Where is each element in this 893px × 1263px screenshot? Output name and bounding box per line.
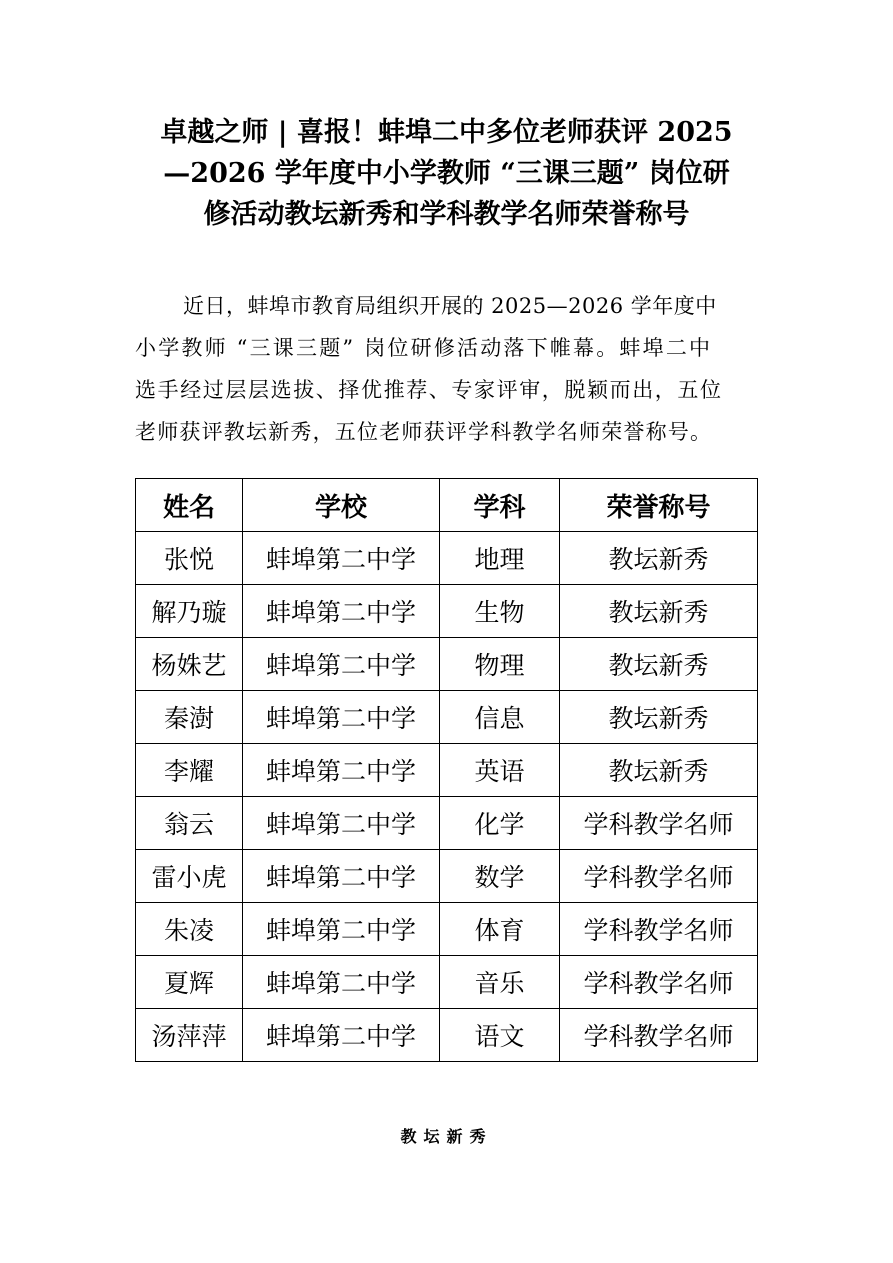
table-row bbox=[136, 956, 758, 1009]
table-row bbox=[136, 850, 758, 903]
honor-title-cell: 教坛新秀 bbox=[560, 691, 758, 744]
title-line: 卓越之师 | 喜报！蚌埠二中多位老师获评 2025 bbox=[160, 117, 733, 148]
section-label: 教坛新秀 bbox=[400, 1127, 493, 1146]
title-line: —2026 学年度中小学教师 “三课三题” 岗位研 bbox=[163, 158, 730, 189]
table-row bbox=[136, 585, 758, 638]
intro-line: 小学教师 “三课三题” 岗位研修活动落下帷幕。蚌埠二中 bbox=[135, 336, 713, 360]
teacher-name-cell: 朱凌 bbox=[136, 903, 243, 956]
subject-cell: 英语 bbox=[440, 744, 560, 797]
table-row bbox=[136, 1009, 758, 1062]
table-row bbox=[136, 532, 758, 585]
intro-line: 选手经过层层选拔、择优推荐、专家评审，脱颖而出，五位 bbox=[135, 378, 723, 402]
teacher-name-cell: 杨姝艺 bbox=[136, 638, 243, 691]
intro-line: 近日，蚌埠市教育局组织开展的 2025—2026 学年度中 bbox=[183, 294, 717, 318]
subject-cell: 生物 bbox=[440, 585, 560, 638]
honor-title-cell: 学科教学名师 bbox=[560, 956, 758, 1009]
column-header-subject: 学科 bbox=[440, 479, 560, 532]
honor-title-cell: 学科教学名师 bbox=[560, 850, 758, 903]
teacher-name-cell: 夏辉 bbox=[136, 956, 243, 1009]
honor-title-cell: 教坛新秀 bbox=[560, 532, 758, 585]
subject-cell: 化学 bbox=[440, 797, 560, 850]
honor-title-cell: 教坛新秀 bbox=[560, 585, 758, 638]
honor-title-cell: 教坛新秀 bbox=[560, 744, 758, 797]
teacher-name-cell: 解乃璇 bbox=[136, 585, 243, 638]
school-cell: 蚌埠第二中学 bbox=[243, 956, 440, 1009]
subject-cell: 数学 bbox=[440, 850, 560, 903]
teacher-name-cell: 秦澍 bbox=[136, 691, 243, 744]
school-cell: 蚌埠第二中学 bbox=[243, 850, 440, 903]
table-row bbox=[136, 744, 758, 797]
table-row bbox=[136, 797, 758, 850]
subject-cell: 物理 bbox=[440, 638, 560, 691]
teacher-name-cell: 翁云 bbox=[136, 797, 243, 850]
teacher-name-cell: 雷小虎 bbox=[136, 850, 243, 903]
column-header-school: 学校 bbox=[243, 479, 440, 532]
table-row bbox=[136, 691, 758, 744]
school-cell: 蚌埠第二中学 bbox=[243, 903, 440, 956]
subject-cell: 体育 bbox=[440, 903, 560, 956]
intro-paragraph bbox=[135, 285, 760, 453]
document-title bbox=[120, 112, 773, 235]
school-cell: 蚌埠第二中学 bbox=[243, 585, 440, 638]
subject-cell: 音乐 bbox=[440, 956, 560, 1009]
intro-line: 老师获评教坛新秀，五位老师获评学科教学名师荣誉称号。 bbox=[135, 420, 713, 444]
teacher-name-cell: 张悦 bbox=[136, 532, 243, 585]
school-cell: 蚌埠第二中学 bbox=[243, 797, 440, 850]
table-header-row bbox=[136, 479, 758, 532]
honor-title-cell: 学科教学名师 bbox=[560, 1009, 758, 1062]
column-header-honor: 荣誉称号 bbox=[560, 479, 758, 532]
school-cell: 蚌埠第二中学 bbox=[243, 691, 440, 744]
school-cell: 蚌埠第二中学 bbox=[243, 744, 440, 797]
honors-table bbox=[135, 478, 758, 1062]
teacher-name-cell: 汤萍萍 bbox=[136, 1009, 243, 1062]
column-header-name: 姓名 bbox=[136, 479, 243, 532]
honor-title-cell: 教坛新秀 bbox=[560, 638, 758, 691]
table-row bbox=[136, 903, 758, 956]
table-row bbox=[136, 638, 758, 691]
school-cell: 蚌埠第二中学 bbox=[243, 532, 440, 585]
subject-cell: 语文 bbox=[440, 1009, 560, 1062]
subject-cell: 地理 bbox=[440, 532, 560, 585]
honor-title-cell: 学科教学名师 bbox=[560, 903, 758, 956]
subject-cell: 信息 bbox=[440, 691, 560, 744]
school-cell: 蚌埠第二中学 bbox=[243, 1009, 440, 1062]
honor-title-cell: 学科教学名师 bbox=[560, 797, 758, 850]
title-line: 修活动教坛新秀和学科教学名师荣誉称号 bbox=[203, 199, 690, 230]
teacher-name-cell: 李耀 bbox=[136, 744, 243, 797]
school-cell: 蚌埠第二中学 bbox=[243, 638, 440, 691]
